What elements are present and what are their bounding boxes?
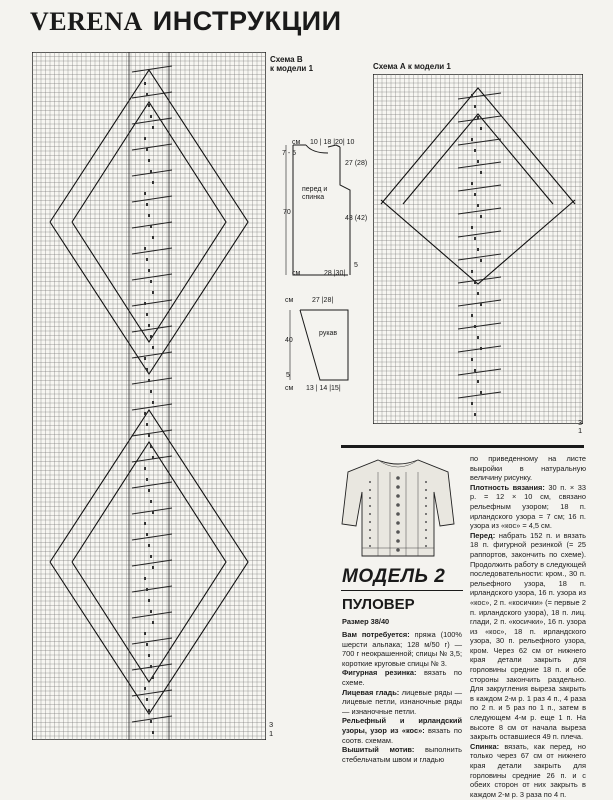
title-rule — [341, 590, 463, 591]
front-label: перед и спинка — [302, 186, 328, 201]
brand-logo: VERENA — [30, 7, 143, 36]
scheme-b-chart — [32, 52, 266, 740]
front-neck-height: 7 - 5 — [282, 150, 297, 157]
scheme-b-mark-1: 1 — [269, 729, 274, 738]
scheme-b-subtitle: к модели 1 — [270, 64, 314, 73]
instruction-paragraph — [342, 630, 462, 668]
instruction-text: 30 п. × 33 р. = 12 × 10 см, связано рельефным узором; 18 п. ирландского узора = 7 см; 16 п. узора из «кос» = 4,5 см. — [470, 482, 586, 531]
scheme-a-mark-1: 1 — [578, 426, 583, 435]
pattern-sleeve-outline — [280, 300, 370, 392]
instruction-text: вязать по соотв. схемам. — [342, 725, 462, 745]
sleeve-unit: см — [285, 297, 294, 304]
section-divider — [341, 445, 584, 448]
instructions-left — [342, 630, 462, 764]
instruction-text: лицевые ряды — лицевые петли, изнаночные ряды — изнаночные петли. — [342, 687, 462, 716]
front-top-widths: 10 | 18 |20| 10 — [310, 139, 355, 146]
model-title: МОДЕЛЬ 2 — [342, 566, 446, 587]
front-bottom-unit: см — [292, 270, 301, 277]
sleeve-label: рукав — [319, 330, 338, 337]
instruction-paragraph — [470, 531, 586, 742]
instruction-heading: Лицевая гладь: — [342, 687, 400, 697]
front-total-height: 70 — [283, 209, 291, 216]
sleeve-height: 40 — [285, 337, 293, 344]
front-bottom-edge: 5 — [354, 262, 358, 269]
instruction-paragraph — [470, 742, 586, 800]
scheme-b-title-text: Схема В — [270, 55, 303, 64]
instruction-paragraph — [342, 716, 462, 745]
instruction-paragraph — [342, 668, 462, 687]
instruction-paragraph — [470, 454, 586, 483]
scheme-a-title: Схема А к модели 1 — [373, 62, 451, 71]
sleeve-bottom-edge: 5 — [286, 372, 290, 379]
instruction-heading: Рельефный и ирландский узоры, узор из «кос»: — [342, 716, 462, 735]
instruction-text: пряжа (100% шерсти альпака; 128 м/50 г) — 700 г неокрашенной; спицы № 3,5; короткие круговые спицы № 3. — [342, 630, 462, 668]
instruction-text: вязать по схеме. — [342, 668, 462, 687]
sleeve-bottom-widths: 13 | 14 |15| — [306, 385, 341, 392]
instruction-heading: Спинка: — [470, 741, 500, 751]
instruction-paragraph — [470, 483, 586, 531]
sweater-illustration — [338, 452, 458, 562]
masthead — [30, 6, 341, 46]
section-title: ИНСТРУКЦИИ — [152, 6, 342, 36]
scheme-a-mark-3: 3 — [578, 418, 583, 427]
instruction-paragraph — [342, 688, 462, 717]
instruction-heading: Плотность вязания: — [470, 482, 545, 492]
instruction-text: по приведенному на листе выкройки в натуральную величину рисунку. — [470, 454, 586, 483]
front-armhole-height: 27 (28) — [345, 160, 368, 167]
scheme-a-chart — [373, 74, 583, 424]
instruction-paragraph — [342, 745, 462, 764]
instruction-heading: Фигурная резинка: — [342, 668, 417, 678]
instructions-right — [470, 454, 586, 799]
instruction-heading: Вам потребуется: — [342, 630, 410, 639]
instruction-heading: Вышитый мотив: — [342, 745, 415, 755]
front-bottom-widths: 28 |30| — [324, 270, 346, 277]
sleeve-bottom-unit: см — [285, 385, 294, 392]
scheme-b-mark-3: 3 — [269, 720, 274, 729]
scheme-b-title — [270, 55, 313, 73]
instruction-text: выполнить стебельчатым швом и гладью — [342, 745, 462, 764]
instruction-text: вязать, как перед, но только через 67 см от нижнего края детали закрыть для горловины средние 26 п. и с обеих сторон от них закрыть в каждом 2-м р. 3 раза по 4 п. — [470, 741, 586, 799]
model-size: Размер 38/40 — [342, 617, 390, 626]
front-body-height: 43 (42) — [345, 215, 368, 222]
instruction-heading: Перед: — [470, 530, 496, 540]
instruction-text: набрать 152 п. и вязать 18 п. фигурной резинкой (= 25 раппортов, закончить по схеме). Продолжить работу в следующей последовательности: кром., 30 п. рельефного узора, 18 п. ирландского узора, 16 п. узора из «кос», 2 п. «косички» (= первые 2 п. ирландского узора), 18 п. лиц. глади, 2 п. «косички», 16 п. узора из «кос», 18 п. ирландского узора, 30 п. рельефного узора, кром. Через 62 см от нижнего края детали закрыть для горловины средние 18 п. и обе стороны закончить раздельно. Для закругления выреза закрыть в каждом 2-м р. 1 раз 4 п., 4 раза по 2 п. и 5 раз по 1 п., затем в следующем 4-м р. еще 1 п. На высоте 8 см от начала выреза закрыть оставшиеся 49 п. плеча. — [470, 530, 586, 742]
front-unit: см — [292, 139, 301, 146]
model-subtitle: ПУЛОВЕР — [342, 596, 415, 613]
sleeve-top-width: 27 |28| — [312, 297, 334, 304]
